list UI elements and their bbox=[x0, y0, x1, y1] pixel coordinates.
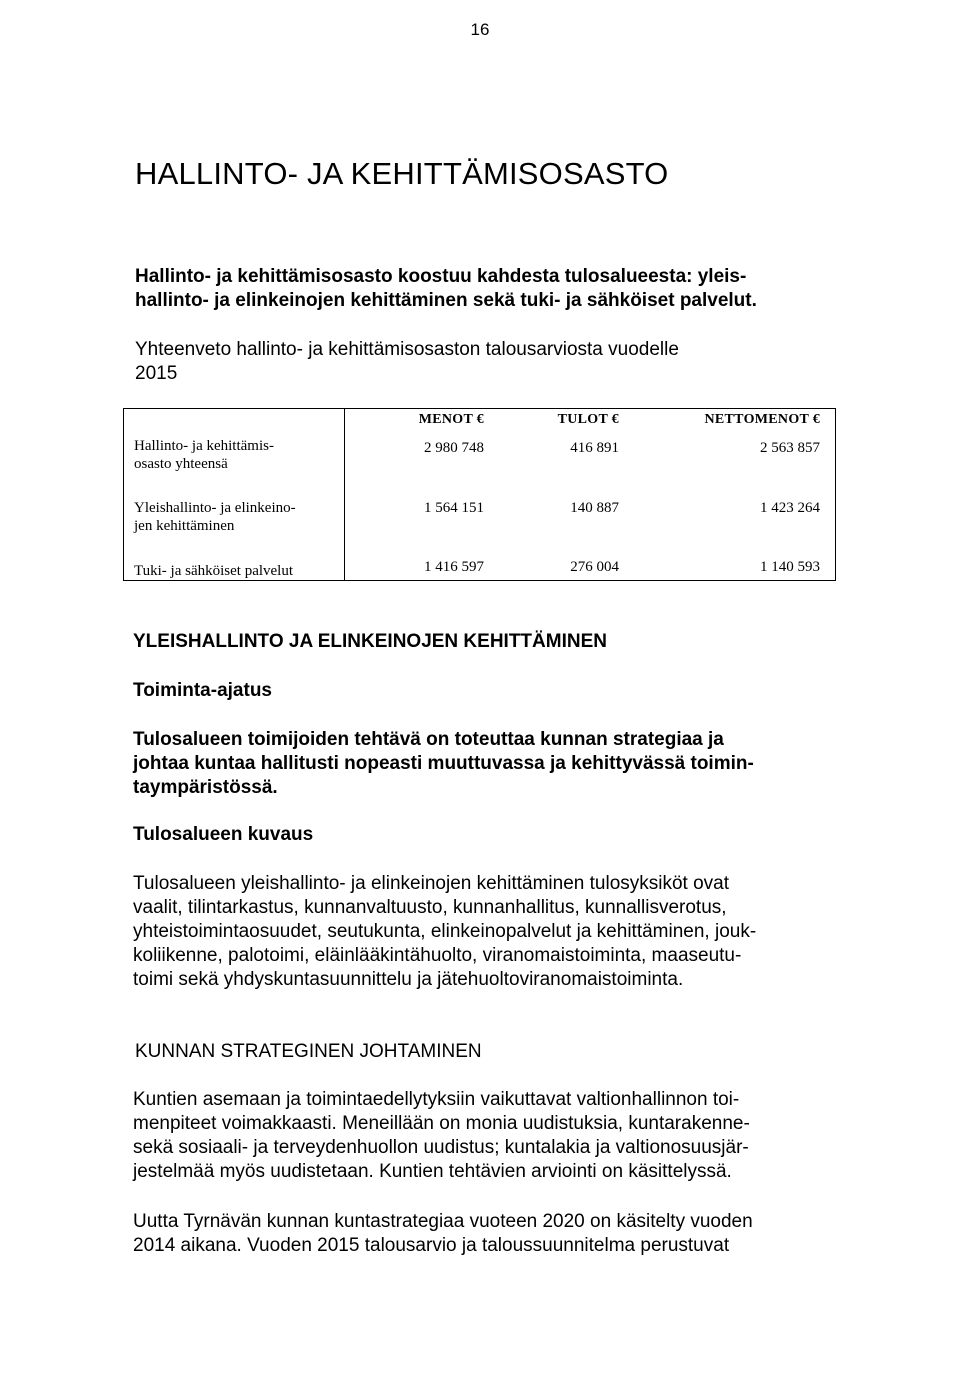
cell-value: 1 416 597 bbox=[424, 559, 484, 575]
section-heading: YLEISHALLINTO JA ELINKEINOJEN KEHITTÄMINEN bbox=[133, 631, 607, 652]
strategy-heading: KUNNAN STRATEGINEN JOHTAMINEN bbox=[135, 1041, 482, 1062]
row-label-tuki-palvelut: Tuki- ja sähköiset palvelut bbox=[134, 563, 294, 579]
strategy-line: Kuntien asemaan ja toimintaedellytyksiin vaikuttavat valtionhallinnon toi- bbox=[133, 1089, 740, 1110]
description-heading: Tulosalueen kuvaus bbox=[133, 824, 314, 845]
page-number: 16 bbox=[470, 20, 490, 39]
description-line: Tulosalueen yleishallinto- ja elinkeinojen kehittäminen tulosyksiköt ovat bbox=[133, 873, 730, 894]
description-line: yhteistoimintaosuudet, seutukunta, elinkeinopalvelut ja kehittäminen, jouk- bbox=[133, 921, 757, 942]
strategy-paragraph-2 bbox=[133, 1210, 828, 1258]
row-label-line: Hallinto- ja kehittämis- bbox=[134, 438, 274, 454]
description-line: vaalit, tilintarkastus, kunnanvaltuusto, kunnanhallitus, kunnallisverotus, bbox=[133, 897, 727, 918]
strategy-line: 2014 aikana. Vuoden 2015 talousarvio ja taloussuunnitelma perustuvat bbox=[133, 1235, 730, 1256]
mission-line: taympäristössä. bbox=[133, 777, 278, 798]
cell-value: 2 563 857 bbox=[760, 440, 820, 456]
cell-value: 1 140 593 bbox=[760, 559, 820, 575]
row-label-yleishallinto bbox=[134, 499, 334, 535]
strategy-paragraph-1 bbox=[133, 1088, 828, 1184]
cell-value: 2 980 748 bbox=[424, 440, 484, 456]
intro-line: Hallinto- ja kehittämisosasto koostuu kahdesta tulosalueesta: yleis- bbox=[135, 266, 747, 287]
intro-line: hallinto- ja elinkeinojen kehittäminen sekä tuki- ja sähköiset palvelut. bbox=[135, 290, 757, 311]
budget-table bbox=[123, 408, 836, 581]
row-label-line: jen kehittäminen bbox=[134, 518, 235, 534]
cell-value: 140 887 bbox=[570, 500, 619, 516]
cell-value: 416 891 bbox=[570, 440, 619, 456]
mission-heading: Toiminta-ajatus bbox=[133, 680, 272, 701]
mission-paragraph bbox=[133, 728, 823, 800]
strategy-line: Uutta Tyrnävän kunnan kuntastrategiaa vuoteen 2020 on käsitelty vuoden bbox=[133, 1211, 753, 1232]
description-paragraph bbox=[133, 872, 828, 992]
strategy-line: jestelmää myös uudistetaan. Kuntien tehtävien arviointi on käsittelyssä. bbox=[133, 1161, 732, 1182]
row-label-osasto-yhteensa bbox=[134, 437, 334, 473]
page-title: HALLINTO- JA KEHITTÄMISOSASTO bbox=[135, 156, 669, 191]
strategy-line: sekä sosiaali- ja terveydenhuollon uudistus; kuntalakia ja valtionosuusjär- bbox=[133, 1137, 749, 1158]
cell-value: 1 423 264 bbox=[760, 500, 820, 516]
description-line: toimi sekä yhdyskuntasuunnittelu ja jätehuoltoviranomaistoiminta. bbox=[133, 969, 684, 990]
row-label-line: Yleishallinto- ja elinkeino- bbox=[134, 500, 296, 516]
row-label-line: osasto yhteensä bbox=[134, 456, 228, 472]
summary-heading-line: 2015 bbox=[135, 363, 178, 384]
summary-heading-line: Yhteenveto hallinto- ja kehittämisosaston talousarviosta vuodelle bbox=[135, 339, 679, 360]
strategy-line: menpiteet voimakkaasti. Meneillään on monia uudistuksia, kuntarakenne- bbox=[133, 1113, 750, 1134]
intro-paragraph bbox=[135, 265, 835, 313]
column-header-nettomenot: NETTOMENOT € bbox=[704, 412, 820, 427]
summary-heading bbox=[135, 338, 855, 386]
cell-value: 276 004 bbox=[570, 559, 619, 575]
table-divider bbox=[344, 409, 345, 580]
column-header-tulot: TULOT € bbox=[557, 412, 619, 427]
mission-line: johtaa kuntaa hallitusti nopeasti muuttuvassa ja kehittyvässä toimin- bbox=[133, 753, 754, 774]
column-header-menot: MENOT € bbox=[418, 412, 484, 427]
cell-value: 1 564 151 bbox=[424, 500, 484, 516]
mission-line: Tulosalueen toimijoiden tehtävä on toteuttaa kunnan strategiaa ja bbox=[133, 729, 724, 750]
description-line: koliikenne, palotoimi, eläinlääkintähuolto, viranomaistoiminta, maaseutu- bbox=[133, 945, 742, 966]
